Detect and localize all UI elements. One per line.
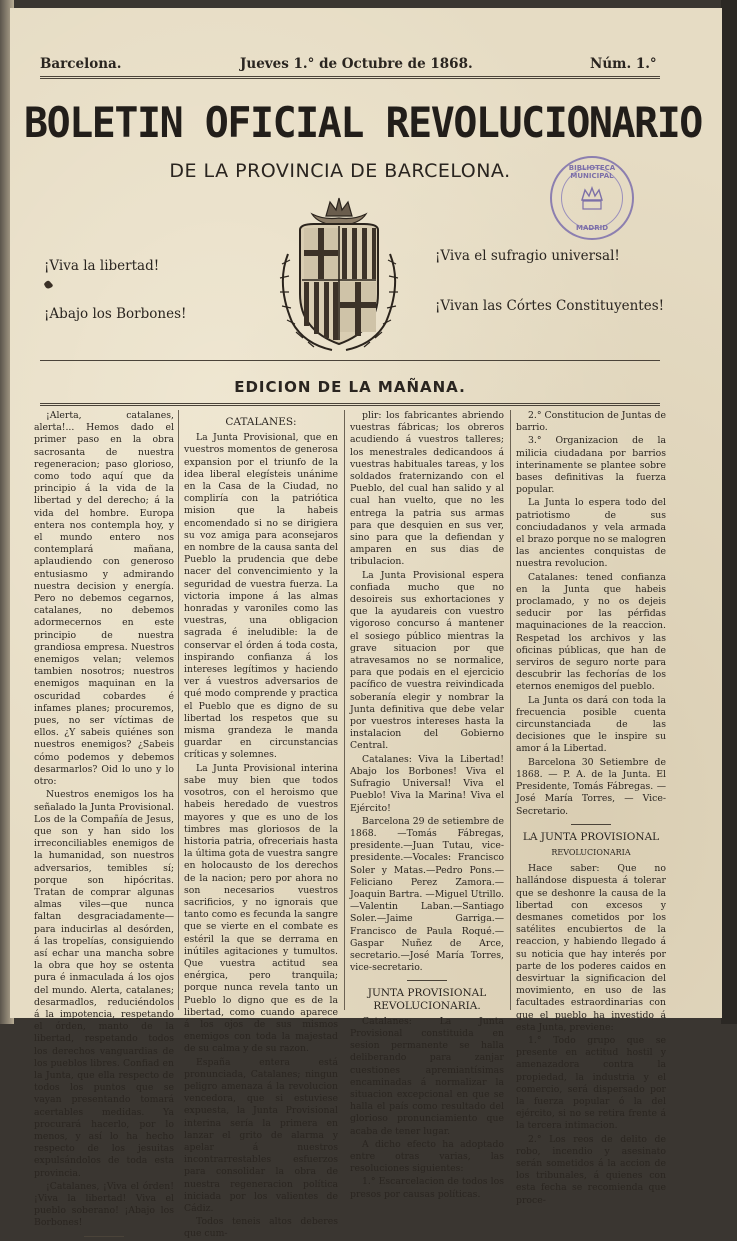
header-date: Jueves 1.° de Octubre de 1868.	[240, 56, 473, 72]
column-1-paragraph: ¡Alerta, catalanes, alerta!... Hemos dado el primer paso en la obra sacrosanta de nuestra regeneracion; paso glorioso, como todo aquí que da principio á la vida de la libertad y del derecho; á la vida del hombre. Europa entera nos contempla hoy, y el mundo entero nos contemplará mañana, aplaudiendo con generoso entusiasmo y admirando nuestra decision y energía. Pero no debemos cegarnos, catalanes, no debemos adormecernos en este principio de nuestra grandiosa empresa. Nuestros enemigos velan; velemos tambien nosotros; nuestros enemigos maquinan en la oscuridad cobardes é infames planes; procuremos, pues, no ser víctimas de ellos. ¿Y sabeis quiénes son nuestros enemigos? ¿Sabeis cómo podemos y debemos desarmarlos? Oid lo uno y lo otro:	[34, 410, 174, 788]
stamp-top-text: BIBLIOTECA MUNICIPAL	[568, 164, 616, 180]
masthead-title: BOLETIN OFICIAL REVOLUCIONARIO	[24, 98, 702, 147]
separator	[407, 980, 447, 981]
column-4-heading: LA JUNTA PROVISIONAL	[522, 830, 660, 843]
column-4-paragraph: La Junta lo espera todo del patriotismo de sus conciudadanos y vela armada el brazo porque no se malogren las ancientes conquistas de nuestra revolucion.	[516, 497, 666, 570]
slogan-right-1: ¡Viva el sufragio universal!	[435, 248, 620, 264]
column-3-paragraph: Barcelona 29 de setiembre de 1868. —Tomás Fábregas, presidente.—Juan Tutau, vice-presidente.—Vocales: Francisco Soler y Matas.—Pedro Pons.—Feliciano Perez Zamora.—Joaquin Bartra. —Miguel Utrillo.—Valentin Laban.—Santiago Soler.—Jaime Garriga.—Francisco de Paula Roqué.—Gaspar Nuñez de Arce, secretario.—José María Torres, vice-secretario.	[350, 815, 504, 974]
column-1-paragraph: Nuestros enemigos los ha señalado la Junta Provisional. Los de la Compañía de Jesus, que son y han sido los irreconciliables enemigos de la humanidad, son nuestros adversarios, temibles sí; porque son hipócritas. Tratan de comprar algunas almas viles—que nunca faltan desgraciadamente—para inducirlas al desórden, á las tropelías, consiguiendo así echar una mancha sobre la obra que hoy se ostenta pura é inmaculada á los ojos del mundo. Alerta, catalanes; desarmadlos, reduciéndolos á la impotencia, respetando el órden, manto de la libertad, respetando todos los derechos vanguardias de los pueblos libres. Confiad en la Junta, que ella respecto de todos los puntos que se vayan presentando tomará acertables medidas. Ya procurará hacerlo, por lo menos, y así lo ha hecho respecto de los jesuitas expulsándolos de toda esta provincia.	[34, 789, 174, 1179]
header-rule	[40, 76, 660, 79]
column-3-paragraph: La Junta Provisional espera confiada mucho que no desoireis sus exhortaciones y que la ayudareis con vuestro vigoroso concurso á mantener el sosiego público mientras la grave situacion por que atravesamos no se normalice, para que podais en el ejercicio pacífico de vuestra reivindicada soberanía elegir y nombrar la Junta definitiva que debe velar por vuestros intereses hasta la instalacion del Gobierno Central.	[350, 569, 504, 752]
column-rule-1	[178, 410, 179, 1010]
column-3	[350, 410, 504, 1200]
column-4b-paragraph: Hace saber: Que no hallándose dispuesta á tolerar que se deshonre la causa de la libertad con excesos y desmanes cometidos por los satélites encubiertos de la reaccion, y habiendo llegado á su noticia que hay interés por parte de los poderes caidos en desvirtuar la significacion del movimiento, en uso de las facultades estraordinarias con que el pueblo ha investido á esta Junta, previene:	[516, 863, 666, 1033]
column-rule-2	[344, 410, 345, 1010]
column-4-subheading: REVOLUCIONARIA	[551, 847, 631, 857]
column-2-heading: CATALANES:	[225, 416, 297, 428]
separator	[84, 1236, 124, 1237]
slogan-right-2: ¡Vivan las Córtes Constituyentes!	[435, 298, 665, 314]
stamp-crown-icon	[552, 158, 632, 238]
column-3-heading: JUNTA PROVISIONAL REVOLUCIONARIA.	[367, 987, 487, 1012]
column-3-paragraph: Catalanes: Viva la Libertad! Abajo los Borbones! Viva el Sufragio Universal! Viva el Pueblo! Viva la Marina! Viva el Ejército!	[350, 753, 504, 814]
column-4b-paragraph: 1.° Todo grupo que se presente en actitud hostil y amenazadora contra la propiedad, la industria y el comercio, será dispersado por la fuerza popular ó la del ejército, si no se retira frente á la tercera intimacion.	[516, 1034, 666, 1132]
column-2-paragraph: La Junta Provisional interina sabe muy bien que todos vosotros, con el heroismo que habeis heredado de vuestros mayores y que es uno de los timbres mas gloriosos de la historia patria, ofreceriais hasta la última gota de vuestra sangre en holocausto de los derechos de la nacion; pero por ahora no son necesarios vuestros sacrificios, y no ignorais que tanto como es fecunda la sangre que se vierte en el combate es estéril la que se derrama en inútiles agitaciones y tumultos. Que vuestra actitud sea enérgica, pero tranquila; porque nunca revela tanto un Pueblo lo digno que es de la libertad, como cuando aparece á los ojos de sus mismos enemigos con toda la majestad de su calma y de su razon.	[184, 762, 338, 1055]
masthead-subtitle: DE LA PROVINCIA DE BARCELONA.	[169, 160, 511, 182]
slogan-left-1: ¡Viva la libertad!	[44, 258, 160, 274]
column-3b-paragraph: Catalanes: La Junta Provisional constituida en sesion permanente se halla deliberando para zanjar cuestiones apremiantísimas encaminadas á normalizar la situacion excepcional en que se halla el país como resultado del glorioso pronunciamiento que acaba de tener lugar.	[350, 1015, 504, 1137]
column-rule-3	[510, 410, 511, 1010]
column-2	[184, 410, 338, 1240]
column-2-paragraph: Todos teneis altos deberes que cum-	[184, 1216, 338, 1240]
column-4-paragraph: Catalanes: tened confianza en la Junta que habeis proclamado, y no os dejeis seducir por las pérfidas maquinaciones de la reaccion. Respetad los archivos y las oficinas públicas, que han de serviros de seguro norte para descubrir las fechorías de los eternos enemigos del pueblo.	[516, 571, 666, 693]
column-3b-paragraph: 1.° Escarcelacion de todos los presos por causas políticas.	[350, 1176, 504, 1200]
column-1	[34, 410, 174, 1229]
column-4b-paragraph: 2.° Los reos de delito de robo, incendio y asesinato serán sometidos á la accion de los tribunales, á quienes con esta fecha se recomienda que proce-	[516, 1133, 666, 1206]
column-3-paragraph: plir: los fabricantes abriendo vuestras fábricas; los obreros acudiendo á vuestros talleres; los menestrales dedicandoos á vuestras habituales tareas, y los soldados fraternizando con el Pueblo, del cual han salido y al cual han vuelto, que no les entrega la patria sus armas para que desquien en sus ver, sino para que la defiendan y amparen en sus dias de tribulacion.	[350, 410, 504, 568]
column-4	[516, 410, 666, 1206]
barcelona-coat-of-arms-icon	[274, 194, 404, 354]
ink-blot-icon	[42, 278, 56, 290]
column-4-paragraph: La Junta os dará con toda la frecuencia posible cuenta circunstanciada de las decisiones que le inspire su amor á la Libertad.	[516, 694, 666, 755]
library-stamp	[550, 156, 634, 240]
crest-rule	[40, 360, 660, 361]
column-1-paragraph: ¡Catalanes, ¡Viva el órden! ¡Viva la libertad! Viva el pueblo soberano! ¡Abajo los Borbones!	[34, 1180, 174, 1229]
column-4-paragraph: Barcelona 30 Setiembre de 1868. — P. A. de la Junta. El Presidente, Tomás Fábregas. — José María Torres, — Vice-Secretario.	[516, 756, 666, 817]
column-4-paragraph: 2.° Constitucion de Juntas de barrio.	[516, 410, 666, 434]
edition-rule	[40, 403, 660, 406]
newspaper-page	[10, 8, 722, 1240]
header-issue: Núm. 1.°	[590, 56, 657, 72]
scan-background	[721, 0, 737, 1024]
header-city: Barcelona.	[40, 56, 122, 72]
stamp-bottom-text: MADRID	[576, 224, 608, 232]
column-4-paragraph: 3.° Organizacion de la milicia ciudadana por barrios interinamente se plantee sobre bases definitivas la fuerza popular.	[516, 435, 666, 496]
slogan-left-2: ¡Abajo los Borbones!	[44, 306, 187, 322]
column-2-paragraph: La Junta Provisional, que en vuestros momentos de generosa expansion por el triunfo de la idea liberal elegísteis unánime en la Casa de la Ciudad, no compliría con la patriótica mision que la habeis encomendado si no se dirigiera su voz amiga para aconsejaros en nombre de la causa santa del Pueblo la prudencia que debe nacer del convencimiento y la seguridad de vuestra fuerza. La victoria impone á las almas honradas y varoniles como las vuestras, una obligacion sagrada é ineludible: la de conservar el órden á toda costa, inspirando confianza á los intereses legítimos y haciendo ver á vuestros adversarios de qué modo comprende y practica el Pueblo que es digno de su libertad los respetos que su misma grandeza le manda guardar en circunstancias críticas y solemnes.	[184, 432, 338, 761]
edition-label: EDICION DE LA MAÑANA.	[234, 378, 466, 396]
separator	[571, 824, 611, 825]
column-2-paragraph: España entera está pronunciada, Catalanes; ningun peligro amenaza á la revolucion vencedora, que si estuviese expuesta, la Junta Provisional interina sería la primera en lanzar el grito de alarma y apelar á nuestros incontrarrestables esfuerzos para consolidar la obra de nuestra regeneracion política iniciada por los valientes de Cádiz.	[184, 1056, 338, 1214]
column-3b-paragraph: A dicho efecto ha adoptado entre otras varias, las resoluciones siguientes:	[350, 1138, 504, 1175]
